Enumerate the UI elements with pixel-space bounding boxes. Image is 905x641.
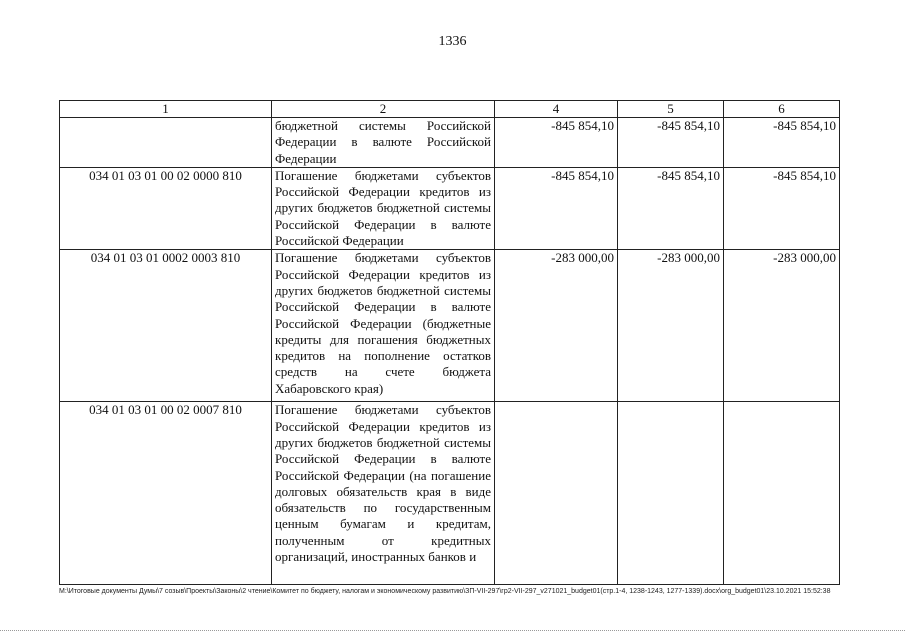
row-value-col5 xyxy=(618,402,724,585)
row-value-col4 xyxy=(495,402,618,585)
row-value-col5: -283 000,00 xyxy=(618,250,724,402)
row-code xyxy=(60,118,272,168)
row-code: 034 01 03 01 00 02 0007 810 xyxy=(60,402,272,585)
row-value-col4: -845 854,10 xyxy=(495,167,618,249)
column-header: 4 xyxy=(495,101,618,118)
table-row xyxy=(60,250,840,402)
table-header-row xyxy=(60,101,840,118)
column-header: 5 xyxy=(618,101,724,118)
row-value-col5: -845 854,10 xyxy=(618,167,724,249)
row-description: Погашение бюджетами субъектов Российской Федерации кредитов из других бюджетов бюджетной системы Российской Федерации в валюте Российской Федерации (на погашение долговых обязательств края в виде обязательств по государственным ценным бумагам и кредитам, полученным от кредитных организаций, иностранных банков и xyxy=(272,402,495,585)
row-code: 034 01 03 01 00 02 0000 810 xyxy=(60,167,272,249)
row-value-col6 xyxy=(724,402,840,585)
row-description: Погашение бюджетами субъектов Российской Федерации кредитов из других бюджетов бюджетной системы Российской Федерации в валюте Российской Федерации (бюджетные кредиты для погашения бюджетных кредитов на пополнение остатков средств на счете бюджета Хабаровского края) xyxy=(272,250,495,402)
budget-table xyxy=(59,100,840,585)
table-row xyxy=(60,402,840,585)
page-number: 1336 xyxy=(438,34,467,49)
column-header: 6 xyxy=(724,101,840,118)
row-value-col5: -845 854,10 xyxy=(618,118,724,168)
row-value-col4: -845 854,10 xyxy=(495,118,618,168)
table-row xyxy=(60,118,840,168)
row-value-col6: -845 854,10 xyxy=(724,118,840,168)
row-description: Погашение бюджетами субъектов Российской Федерации кредитов из других бюджетов бюджетной системы Российской Федерации в валюте Российской Федерации xyxy=(272,167,495,249)
column-header: 1 xyxy=(60,101,272,118)
footer-file-path: M:\Итоговые документы Думы\7 созыв\Проекты\Законы\2 чтение\Комитет по бюджету, налогам и экономическому развитию\ЗП-VII-297\гр2-VII-297_v271021_budget01(стр.1-4, 1238-1243, 1277-1339).docx\org_budget01\23.10.2021 15:52:38 xyxy=(59,588,831,595)
row-value-col6: -283 000,00 xyxy=(724,250,840,402)
row-value-col6: -845 854,10 xyxy=(724,167,840,249)
row-code: 034 01 03 01 0002 0003 810 xyxy=(60,250,272,402)
table-row xyxy=(60,167,840,249)
row-description: бюджетной системы Российской Федерации в валюте Российской Федерации xyxy=(272,118,495,168)
row-value-col4: -283 000,00 xyxy=(495,250,618,402)
page-edge-divider xyxy=(0,630,905,641)
column-header: 2 xyxy=(272,101,495,118)
